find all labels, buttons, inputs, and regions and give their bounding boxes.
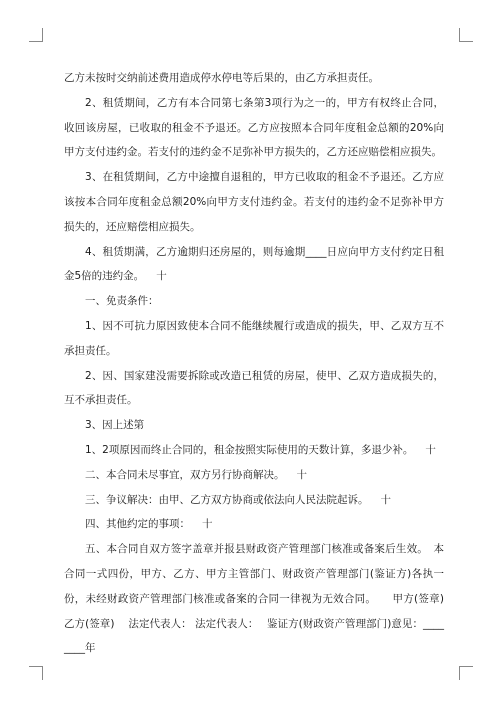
revision-mark: 十 [202,518,213,531]
paragraph-text: 三、争议解决：由甲、乙方双方协商或依法向人民法院起诉。 [85,493,369,506]
heading-exemption: 一、免责条件： [85,295,159,308]
corner-mark-top-right [459,28,473,42]
paragraph-unsettled-matters [64,463,444,488]
revision-mark: 十 [156,270,167,283]
revision-mark: 十 [425,443,436,456]
revision-mark: 十 [380,493,391,506]
paragraph-termination-penalty: 2、租赁期间，乙方有本合同第七条第3项行为之一的，甲方有权终止合同，收回该房屋，已收取的租金不予退还。乙方应按照本合同年度租金总额的20%向甲方支付违约金。若支付的违约金不足弥补甲方损失的，乙方还应赔偿相应损失。 [64,96,444,159]
paragraph-effectiveness-signatures: 五、本合同自双方签字盖章并报县财政资产管理部门核准或备案后生效。 本合同一式四份，甲方、乙方、甲方主管部门、财政资产管理部门(鉴证方)各执一份，未经财政资产管理部门核准或备案的合同一律视为无效合同。 甲方(签章) 乙方(签章) 法定代表人： 法定代表人： 鉴证方(财政资产管理部门)意见：________年 [64,543,444,655]
paragraph-force-majeure: 1、因不可抗力原因致使本合同不能继续履行或造成的损失，甲、乙双方互不承担责任。 [64,319,444,357]
paragraph-text: 1、2项原因而终止合同的，租金按照实际使用的天数计算，多退少补。 [85,443,414,456]
paragraph-early-withdrawal: 3、在租赁期间，乙方中途擅自退租的，甲方已收取的租金不予退还。乙方应该按本合同年度租金总额20%向甲方支付违约金。若支付的违约金不足弥补甲方损失的，还应赔偿相应损失。 [64,171,444,233]
paragraph-overdue-return [64,240,444,290]
paragraph-dispute-resolution [64,488,444,513]
document-body [64,66,444,661]
paragraph-fee-liability: 乙方未按时交纳前述费用造成停水停电等后果的，由乙方承担责任。 [64,72,379,84]
corner-mark-bottom-right [459,666,473,680]
paragraph-above-reasons: 3、因上述第 [85,419,145,432]
paragraph-rent-refund [64,438,444,463]
corner-mark-top-left [29,28,43,42]
heading-other-terms [64,512,444,537]
corner-mark-bottom-left [29,666,43,680]
paragraph-text: 二、本合同未尽事宜，双方另行协商解决。 [85,468,285,481]
paragraph-text: 4、租赁期满，乙方逾期归还房屋的，则每逾期____日应向甲方支付约定日租金5倍的违约金。 [64,245,444,283]
paragraph-demolition: 2、因、国家建没需要拆除或改造已租赁的房屋，使甲、乙双方造成损失的，互不承担责任。 [64,369,444,407]
paragraph-text: 四、其他约定的事项： [85,518,190,531]
revision-mark: 十 [296,468,307,481]
